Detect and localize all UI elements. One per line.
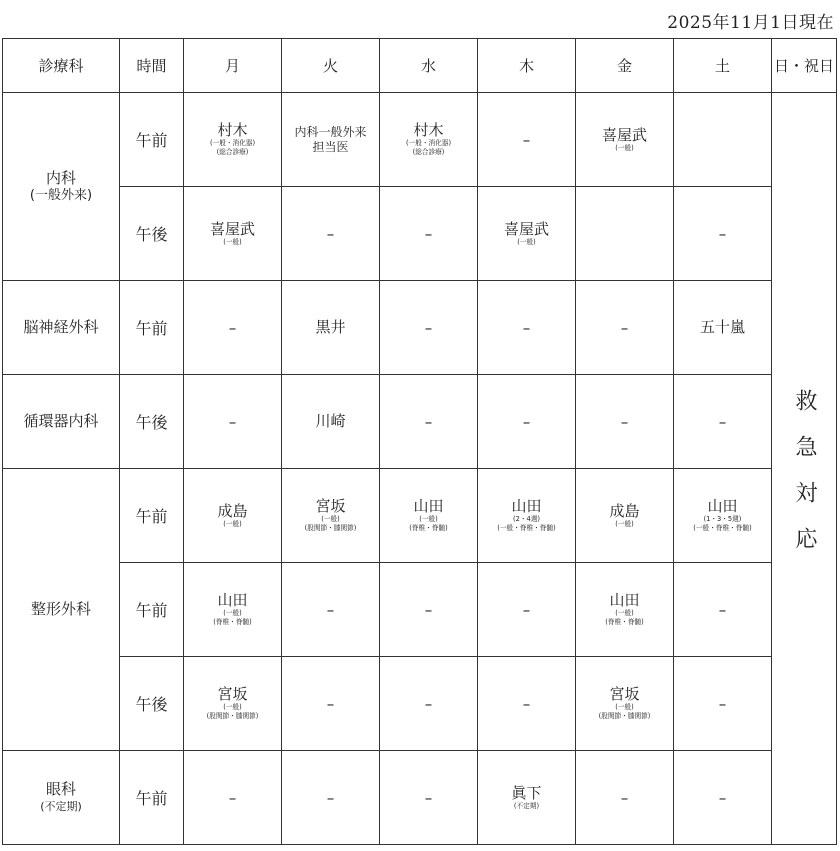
- slot-cell-empty: –: [282, 751, 380, 845]
- slot-cell-empty: –: [478, 563, 576, 657]
- table-row: [3, 657, 837, 751]
- slot-cell: 内科一般外来 担当医: [282, 93, 380, 187]
- slot-cell: 喜屋武 (一般): [576, 93, 674, 187]
- slot-cell-empty: –: [184, 375, 282, 469]
- time-cell: 午後: [120, 657, 184, 751]
- slot-cell-empty: –: [478, 281, 576, 375]
- slot-cell-blank: [576, 187, 674, 281]
- slot-cell-empty: –: [674, 657, 772, 751]
- slot-cell-empty: –: [184, 281, 282, 375]
- slot-cell-empty: –: [478, 657, 576, 751]
- slot-cell: 宮坂 (一般) (股関節・膝関節): [282, 469, 380, 563]
- slot-cell: 五十嵐: [674, 281, 772, 375]
- slot-cell: 喜屋武 (一般): [184, 187, 282, 281]
- slot-cell: 黒井: [282, 281, 380, 375]
- slot-cell: 村木 (一般・消化器) (総合診療): [380, 93, 478, 187]
- header-time: 時間: [120, 39, 184, 93]
- time-cell: 午前: [120, 93, 184, 187]
- table-row: [3, 469, 837, 563]
- table-row: [3, 375, 837, 469]
- slot-cell: 成島 (一般): [576, 469, 674, 563]
- table-row: [3, 281, 837, 375]
- slot-cell: 山田 (2・4週) (一般・脊椎・脊髄): [478, 469, 576, 563]
- time-cell: 午後: [120, 187, 184, 281]
- slot-cell-empty: –: [282, 563, 380, 657]
- slot-cell-empty: –: [674, 563, 772, 657]
- slot-cell-empty: –: [380, 375, 478, 469]
- header-sat: 土: [674, 39, 772, 93]
- header-row: [3, 39, 837, 93]
- dept-ophthalmology: 眼科 (不定期): [3, 751, 120, 845]
- header-thu: 木: [478, 39, 576, 93]
- table-row: [3, 751, 837, 845]
- slot-cell-blank: [674, 93, 772, 187]
- table-row: [3, 563, 837, 657]
- dept-neurosurgery: 脳神経外科: [3, 281, 120, 375]
- table-row: [3, 187, 837, 281]
- slot-cell-empty: –: [184, 751, 282, 845]
- time-cell: 午前: [120, 563, 184, 657]
- slot-cell-empty: –: [380, 281, 478, 375]
- dept-cardiology: 循環器内科: [3, 375, 120, 469]
- slot-cell: 喜屋武 (一般): [478, 187, 576, 281]
- header-department: 診療科: [3, 39, 120, 93]
- as-of-date: 2025年11月1日現在: [667, 13, 834, 33]
- slot-cell: 山田 (一般) (脊椎・脊髄): [576, 563, 674, 657]
- slot-cell: 村木 (一般・消化器) (総合診療): [184, 93, 282, 187]
- header-wed: 水: [380, 39, 478, 93]
- slot-cell: 宮坂 (一般) (股関節・膝関節): [184, 657, 282, 751]
- slot-cell-empty: –: [674, 375, 772, 469]
- dept-internal-medicine: 内科 (一般外来): [3, 93, 120, 281]
- slot-cell-empty: –: [380, 657, 478, 751]
- slot-cell: 宮坂 (一般) (股関節・膝関節): [576, 657, 674, 751]
- slot-cell: 眞下 (不定期): [478, 751, 576, 845]
- slot-cell: 山田 (一般) (脊椎・脊髄): [184, 563, 282, 657]
- slot-cell-empty: –: [478, 93, 576, 187]
- slot-cell-empty: –: [478, 375, 576, 469]
- slot-cell-empty: –: [674, 751, 772, 845]
- slot-cell-empty: –: [674, 187, 772, 281]
- emergency-label: 救急対応: [792, 388, 817, 573]
- time-cell: 午前: [120, 281, 184, 375]
- header-tue: 火: [282, 39, 380, 93]
- slot-cell-empty: –: [576, 375, 674, 469]
- slot-cell-empty: –: [576, 751, 674, 845]
- outpatient-schedule-table: [2, 38, 837, 845]
- slot-cell: 川崎: [282, 375, 380, 469]
- slot-cell-empty: –: [380, 563, 478, 657]
- time-cell: 午前: [120, 469, 184, 563]
- dept-orthopedics: 整形外科: [3, 469, 120, 751]
- time-cell: 午前: [120, 751, 184, 845]
- table-row: [3, 93, 837, 187]
- slot-cell-empty: –: [380, 751, 478, 845]
- header-mon: 月: [184, 39, 282, 93]
- time-cell: 午後: [120, 375, 184, 469]
- header-fri: 金: [576, 39, 674, 93]
- slot-cell: 山田 (1・3・5週) (一般・脊椎・脊髄): [674, 469, 772, 563]
- slot-cell-empty: –: [282, 187, 380, 281]
- emergency-column: [772, 93, 837, 845]
- slot-cell-empty: –: [380, 187, 478, 281]
- slot-cell-empty: –: [576, 281, 674, 375]
- slot-cell: 山田 (一般) (脊椎・脊髄): [380, 469, 478, 563]
- slot-cell-empty: –: [282, 657, 380, 751]
- slot-cell: 成島 (一般): [184, 469, 282, 563]
- header-sun-holiday: 日・祝日: [772, 39, 837, 93]
